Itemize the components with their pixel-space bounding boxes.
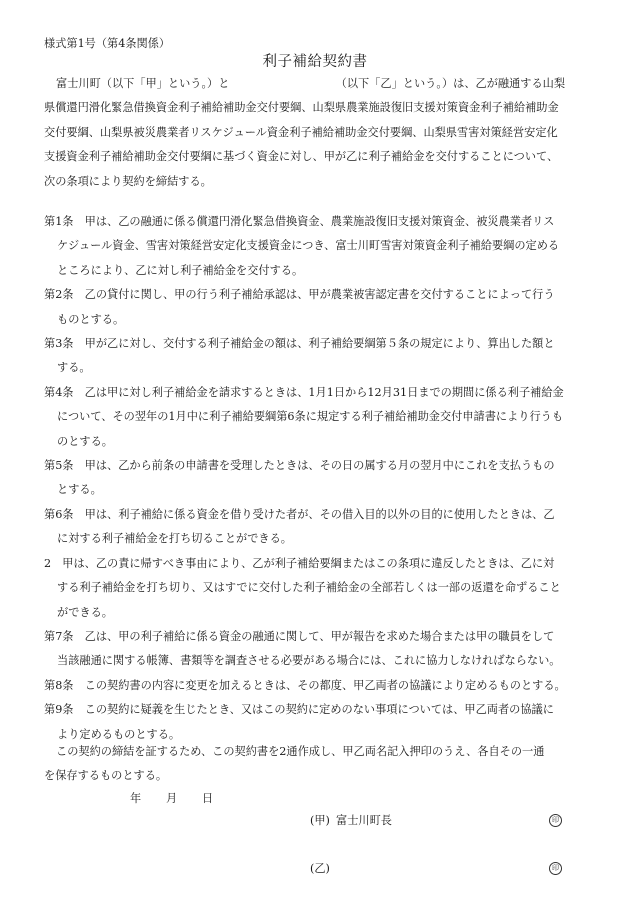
article-6-paragraph-2 <box>44 552 596 625</box>
article-3 <box>44 332 596 381</box>
article-8 <box>44 674 596 698</box>
article-line: 第4条 乙は甲に対し利子補給金を請求するときは、1月1日から12月31日までの期間に係る利子補給金 <box>44 385 564 399</box>
intro-line: 支援資金利子補給補助金交付要綱に基づく資金に対し、甲が乙に利子補給金を交付することについて、 <box>44 150 559 164</box>
party-a-name: 富士川町長 <box>336 814 392 827</box>
year-label: 年 <box>130 792 142 805</box>
month-label: 月 <box>166 792 178 805</box>
article-1 <box>44 210 596 283</box>
article-line: ができる。 <box>57 605 113 619</box>
article-line: する利子補給金を打ち切り、又はすでに交付した利子補給金の全部若しくは一部の返還を命ずること <box>57 581 561 595</box>
article-line: ケジュール資金、雪害対策経営安定化支援資金につき、富士川町雪害対策資金利子補給要綱の定める <box>57 239 560 253</box>
party-b-label: (乙) <box>310 862 330 875</box>
party-a-label: (甲) <box>310 814 330 827</box>
article-7 <box>44 625 596 674</box>
article-line: 第8条 この契約書の内容に変更を加えるときは、その都度、甲乙両者の協議により定めるものとする。 <box>44 678 566 692</box>
seal-mark-b: 印 <box>549 862 562 875</box>
article-line: 第7条 乙は、甲の利子補給に係る資金の融通に関して、甲が報告を求めた場合または甲の職員をして <box>44 629 555 643</box>
article-line: のとする。 <box>57 434 113 448</box>
article-5 <box>44 454 596 503</box>
intro-paragraph <box>44 72 592 194</box>
article-line: 当該融通に関する帳簿、書類等を調査させる必要がある場合には、これに協力しなければならない。 <box>57 654 561 668</box>
closing-line: この契約の締結を証するため、この契約書を2通作成し、甲乙両名記入押印のうえ、各自その一通 <box>56 745 545 758</box>
article-line: に対する利子補給金を打ち切ることができる。 <box>57 532 292 546</box>
document-title: 利子補給契約書 <box>262 54 368 70</box>
article-line: 第3条 甲が乙に対し、交付する利子補給金の額は、利子補給要綱第５条の規定により、算出した額と <box>44 337 555 351</box>
articles-section <box>44 210 596 747</box>
intro-line: 県償還円滑化緊急借換資金利子補給補助金交付要綱、山梨県農業施設復旧支援対策資金利子補給補助金 <box>44 101 559 115</box>
form-number: 様式第1号（第4条関係） <box>44 37 171 50</box>
closing-paragraph <box>44 740 592 789</box>
intro-line: 次の条項により契約を締結する。 <box>44 174 212 188</box>
seal-mark-a: 印 <box>549 814 562 827</box>
article-line: 第9条 この契約に疑義を生じたとき、又はこの契約に定めのない事項については、甲乙両者の協議に <box>44 703 554 717</box>
article-line: について、その翌年の1月中に利子補給要綱第6条に規定する利子補給補助金交付申請書により行うも <box>57 410 564 424</box>
intro-line: 富士川町（以下「甲」という。）と （以下「乙」という。）は、乙が融通する山梨 <box>56 77 566 90</box>
article-line: 第5条 甲は、乙から前条の申請書を受理したときは、その日の属する月の翌月中にこれを支払うもの <box>44 459 555 473</box>
closing-line: を保存するものとする。 <box>44 769 168 783</box>
article-line: より定めるものとする。 <box>57 727 181 741</box>
article-4 <box>44 381 596 454</box>
article-line: 2 甲は、乙の責に帰すべき事由により、乙が利子補給要綱またはこの条項に違反したときは、乙に対 <box>44 556 555 570</box>
article-line: とする。 <box>57 483 102 497</box>
article-line: ものとする。 <box>57 312 125 326</box>
day-label: 日 <box>202 792 214 805</box>
article-line: ところにより、乙に対し利子補給金を交付する。 <box>57 263 304 277</box>
article-line: する。 <box>57 361 91 375</box>
article-line: 第6条 甲は、利子補給に係る資金を借り受けた者が、その借入目的以外の目的に使用したときは、乙 <box>44 507 555 521</box>
article-line: 第1条 甲は、乙の融通に係る償還円滑化緊急借換資金、農業施設復旧支援対策資金、被災農業者リス <box>44 215 555 228</box>
article-line: 第2条 乙の貸付に関し、甲の行う利子補給承認は、甲が農業被害認定書を交付することによって行う <box>44 288 555 302</box>
article-6 <box>44 503 596 552</box>
article-2 <box>44 283 596 332</box>
intro-line: 交付要綱、山梨県被災農業者リスケジュール資金利子補給補助金交付要綱、山梨県雪害対策経営安定化 <box>44 125 558 139</box>
